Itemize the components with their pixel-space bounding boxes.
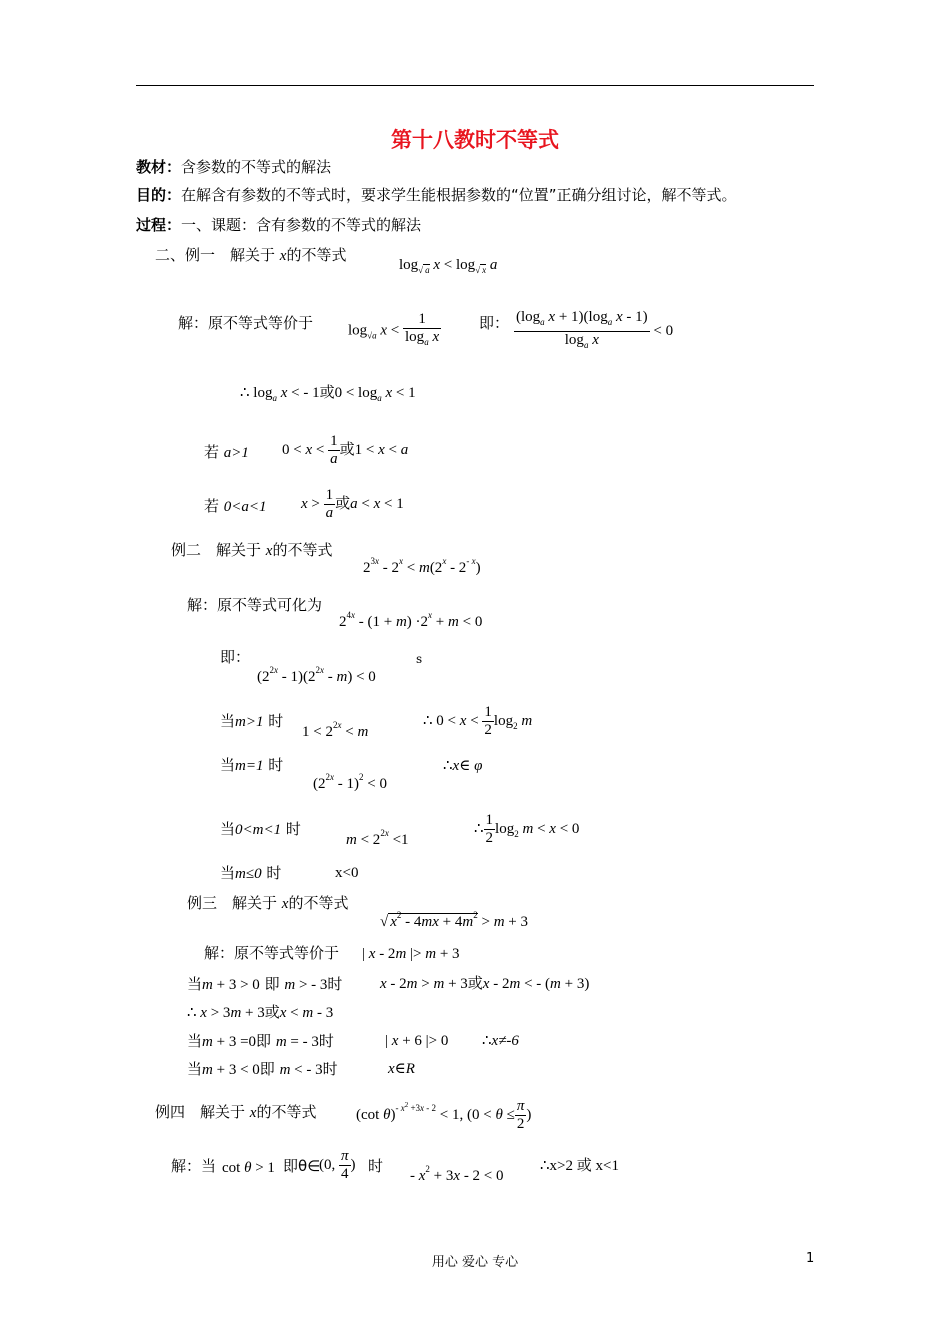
ex4-inequality: (cot θ)$^{- x^2 +3x - 2}$ < 1, (0 < θ ≤ $\frac{\pi}{2}$ )	[356, 1098, 532, 1133]
ex1-heading: 二、例一 解关于 x的不等式	[155, 246, 347, 264]
ex4-solve-label: 解：当	[171, 1157, 217, 1175]
ex2-factored: $(2^{2x} - 1)(2^{2x} - m) < 0$	[257, 665, 376, 685]
ex2-case1-range: $1 < 2^{2x} < m$	[302, 720, 369, 740]
ex4-result: ∴x>2 或 x<1	[540, 1158, 619, 1174]
ex4-ji-theta: 即θ∈	[283, 1157, 321, 1175]
ex3-case1-result: x - 2m > m + 3或x - 2m < - (m + 3)	[380, 976, 590, 992]
goal-line	[136, 186, 737, 204]
footer-text: 用心 爱心 专心	[431, 1255, 519, 1270]
ex1-case1-label: 若 a>1	[204, 443, 249, 461]
ex1-ji: 即：	[479, 314, 510, 332]
goal-label: 目的：	[136, 186, 182, 204]
ex2-ji: 即：	[220, 648, 251, 666]
ex2-case3-result: ∴ $\frac{1}{2}$ $\log_2 m < x < 0$	[474, 812, 580, 846]
ex2-heading: 例二 解关于 x的不等式	[171, 541, 333, 559]
ex2-inequality: $2^{3x} - 2^x < m(2^x - 2^{- x})$	[363, 556, 481, 576]
ex3-case3: 当m + 3 < 0即 m < - 3时	[187, 1060, 338, 1078]
ex3-heading: 例三 解关于 x的不等式	[187, 894, 349, 912]
ex2-solve-label: 解：原不等式可化为	[187, 596, 323, 614]
goal-text: 在解含有参数的不等式时，要求学生能根据参数的“位置”正确分组讨论，解不等式。	[181, 186, 737, 204]
ex2-case3-label: 当0<m<1 时	[220, 820, 301, 838]
ex1-solve-label: 解：原不等式等价于	[178, 314, 314, 332]
ex2-case4-label: 当m≤0 时	[220, 864, 282, 882]
ex2-stray-mark: s	[416, 652, 423, 666]
ex1-equiv: $\log_{√a} x$ < $\frac{1}{\log_a x}$	[348, 311, 441, 351]
ex4-interval: (0, $\frac{\pi}{4}$ )	[319, 1148, 356, 1182]
header-rule	[136, 85, 814, 86]
material-line	[136, 158, 331, 176]
ex2-transformed: $2^{4x} - (1 + m) \cdot 2^x + m < 0$	[339, 610, 483, 630]
ex2-case2-result: ∴x∈ φ	[443, 758, 483, 774]
ex1-inequality: $\log_{√ a} x < \log_{√ x} a$	[399, 257, 498, 275]
ex3-equiv: | x - 2m |> m + 3	[362, 946, 460, 962]
process-line	[136, 216, 421, 234]
ex3-solve-label: 解：原不等式等价于	[204, 944, 340, 962]
ex2-case1-result: ∴ 0 < x < $\frac{1}{2}$ $\log_2 m$	[423, 704, 533, 738]
material-text: 含参数的不等式的解法	[181, 158, 332, 176]
ex2-case1-label: 当m>1 时	[220, 712, 284, 730]
ex3-case2-expr: | x + 6 |> 0	[385, 1033, 449, 1049]
process-label: 过程：	[136, 216, 182, 234]
ex3-case1-therefore: ∴ x > 3m + 3或x < m - 3	[187, 1005, 334, 1021]
ex2-case3-range: $m < 2^{2x} <1$	[346, 828, 409, 848]
ex2-case2-label: 当m=1 时	[220, 756, 284, 774]
ex3-inequality: √ $x^2 - 4mx + 4m^2 > m + 3$	[380, 910, 528, 930]
ex2-case2-expr: $(2^{2x} - 1)^2 < 0$	[313, 772, 387, 792]
ex3-case3-result: x∈R	[388, 1061, 415, 1077]
process-text: 一、课题：含有参数的不等式的解法	[181, 216, 422, 234]
ex3-case2-result: ∴x≠-6	[482, 1033, 519, 1049]
ex2-case4-result: x<0	[335, 865, 359, 881]
ex1-equiv2: $\frac{(\log_a x + 1)(\log_a x - 1)}{\log_a x}$ < 0	[514, 309, 673, 354]
ex4-heading: 例四 解关于 x的不等式	[155, 1103, 317, 1121]
ex1-case2-result: x > $\frac{1}{a}$ 或a < x < 1	[301, 487, 404, 521]
ex4-cond: cot θ > 1	[222, 1160, 275, 1176]
page-title: 第十八教时不等式	[391, 128, 559, 152]
material-label: 教材：	[136, 158, 182, 176]
ex4-quadratic: - $x^2 + 3x - 2 < 0$	[410, 1164, 504, 1184]
ex1-case1-result: 0 < x < $\frac{1}{a}$ 或1 < x < a	[282, 433, 409, 467]
page-number: 1	[806, 1251, 815, 1266]
ex1-therefore: ∴ $\log_a x$ < - 1或$0 < \log_a x < 1$	[240, 385, 416, 403]
ex3-case1: 当m + 3 > 0 即 m > - 3时	[187, 975, 343, 993]
ex1-case2-label: 若 0<a<1	[204, 497, 267, 515]
ex4-shi: 时	[368, 1157, 384, 1175]
ex3-case2: 当m + 3 =0即 m = - 3时	[187, 1032, 334, 1050]
